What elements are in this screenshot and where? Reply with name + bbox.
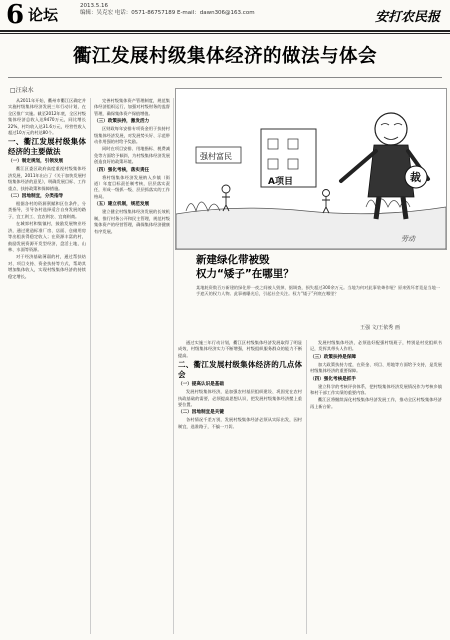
subheading-2a: （一）提高认识是基础 xyxy=(178,382,224,388)
paragraph: 将村级集体经济发展纳入乡镇（街道）年度目标责任制考核，层层落实责任，形成一级抓一级、层层抓落实的工作格局。 xyxy=(94,174,170,199)
subheading-2b: （二）因地制宜是关键 xyxy=(178,410,224,416)
seal-text: 裁 xyxy=(410,171,421,184)
paragraph: 建立科学的考核评价体系，把村级集体经济发展情况作为考核乡镇和村干部工作实绩的重要内容。 xyxy=(310,383,442,396)
section-title: 论坛 xyxy=(28,6,59,24)
paragraph: 对于经济基础薄弱的村，通过帮扶结对、项目支持、资金扶持等方式，帮助其增加集体收入，实现村级集体经济的持续稳定增长。 xyxy=(8,254,86,279)
subheading-c: （五）建立机制，规范发展 xyxy=(94,202,150,208)
column-divider xyxy=(173,98,174,634)
article-column-2 xyxy=(94,98,170,634)
headline-rule xyxy=(8,77,442,78)
paragraph: 根据各村的资源禀赋和区位条件，分类指导，引导各村选择适合自身发展的路子，宜工则工、宜农则农、宜商则商。 xyxy=(8,201,86,219)
header-contact: 编辑：吴克宏 电话：0571-86757189 E-mail：dawn306@163.com xyxy=(80,10,255,16)
building-label: A项目 xyxy=(268,177,293,187)
header-rule-thin xyxy=(0,33,450,34)
paragraph: 在城郊村和集镇村，鼓励发展物业经济，通过建造标准厂房、店面、仓储用房等出租获得稳定收入；在资源丰富的村，鼓励发展资源开发型经济，盘活土地、山林、水面等资源。 xyxy=(8,221,86,252)
subheading-1b: （二）因地制宜，分类指导 xyxy=(8,194,64,200)
paragraph: 加大政策扶持力度，在资金、项目、用地等方面给予支持，是发展村级集体经济的重要保障。 xyxy=(310,361,442,374)
section-heading-1: 一、衢江发展村级集体经济的主要做法 xyxy=(8,137,86,157)
cartoon-illustration xyxy=(175,88,447,250)
subheading-1a: （一）制定规划，引领发展 xyxy=(8,159,64,165)
paragraph: 发展村级集体经济，必须选好配强村级班子，特别是村党组织书记，发挥其带头人作用。 xyxy=(310,340,442,352)
paragraph: 各村情况千差万别，发展村级集体经济必须从实际出发，因村制宜，选准路子，不搞一刀切。 xyxy=(178,417,302,429)
byline: □汪泉水 xyxy=(10,87,34,94)
header-rule xyxy=(0,30,450,32)
subheading-b: （四）强化考核，落实责任 xyxy=(94,167,150,173)
header-meta xyxy=(80,3,255,17)
section-heading-2: 二、衢江发展村级集体经济的几点体会 xyxy=(178,360,302,380)
cartoon-signature: 劳动 xyxy=(401,235,415,243)
paragraph: 发展村级集体经济，是加强农村基层组织建设、巩固党在农村执政基础的需要，必须提高思想认识，把发展村级集体经济摆上重要位置。 xyxy=(178,389,302,408)
column-divider xyxy=(90,98,91,634)
subheading-2c: （三）政策扶持是保障 xyxy=(310,354,356,360)
newspaper-logo: 安打农民报 xyxy=(374,10,440,25)
column-divider xyxy=(306,340,307,634)
page-number: 6 xyxy=(6,0,25,30)
cartoon-caption-title: 新建绿化带被毁 权力“矮子”在哪里？ xyxy=(196,254,294,280)
paragraph: 区财政每年安排专项资金用于扶持村级集体经济发展，对发展势头好、示范带动作用强的村给予奖励。 xyxy=(94,126,170,145)
paragraph: 通过实施三年行动计划，衢江区村级集体经济发展取得了明显成效，村级集体经济实力不断增强，村级组织服务群众的能力不断提高。 xyxy=(178,340,302,358)
page-header xyxy=(0,0,450,38)
article-column-4 xyxy=(310,340,442,634)
article-column-3 xyxy=(178,340,302,634)
subheading-2d: （四）强化考核是抓手 xyxy=(310,376,356,382)
intro-paragraph: 从2011年开始，衢州市衢江区确定并实施村级集体经济发展三年行动计划，在全区推广实施。截至2012年底，全区村级集体经济总收入达9470万元，同比增长22%，村均收入达31.6万元，经营性收入超过10万元的村达80个。 xyxy=(8,98,86,136)
headline: 衢江发展村级集体经济的做法与体会 xyxy=(72,46,377,67)
paragraph: 同时在项目安排、用地指标、税费减免等方面给予倾斜，为村级集体经济发展创造良好的政策环境。 xyxy=(94,146,170,165)
cartoon-svg xyxy=(176,89,446,249)
paragraph: 衢江区委区政府高度重视村级集体经济发展，2011年出台了《关于加快发展村级集体经济的意见》，明确发展目标、工作重点、扶持政策和保障措施。 xyxy=(8,166,86,191)
paragraph: 完善村级集体资产管理制度，规范集体经济组织运行，加强对村级财务的监督管理，确保集体资产保值增值。 xyxy=(94,98,170,116)
article-column-1 xyxy=(8,98,86,634)
cartoon-caption-text: 某地耗资数百万新建的绿化带一夜之间被人毁掉，据调查，损失超过300余万元。当地为何对此事装聋作哑？原来毁坏者竟是当地一手遮天的权力人物。此事被曝光后，引起社会关注。权力“矮子”到底在哪里？ xyxy=(196,285,440,296)
slogan-sign: 强村富民 xyxy=(200,152,232,161)
paragraph: 建立健全村级集体经济发展的长效机制，推行村务公开和民主管理，规范村级集体资产的经营管理，确保集体经济健康有序发展。 xyxy=(94,209,170,234)
subheading-a: （三）政策扶持，激发活力 xyxy=(94,119,150,125)
cartoon-caption-author: 王强 文/王依秀 画 xyxy=(360,325,400,331)
header-date: 2013.5.16 xyxy=(80,3,108,9)
paragraph: 衢江区将继续深化村级集体经济发展工作，推动全区村级集体经济再上新台阶。 xyxy=(310,397,442,409)
